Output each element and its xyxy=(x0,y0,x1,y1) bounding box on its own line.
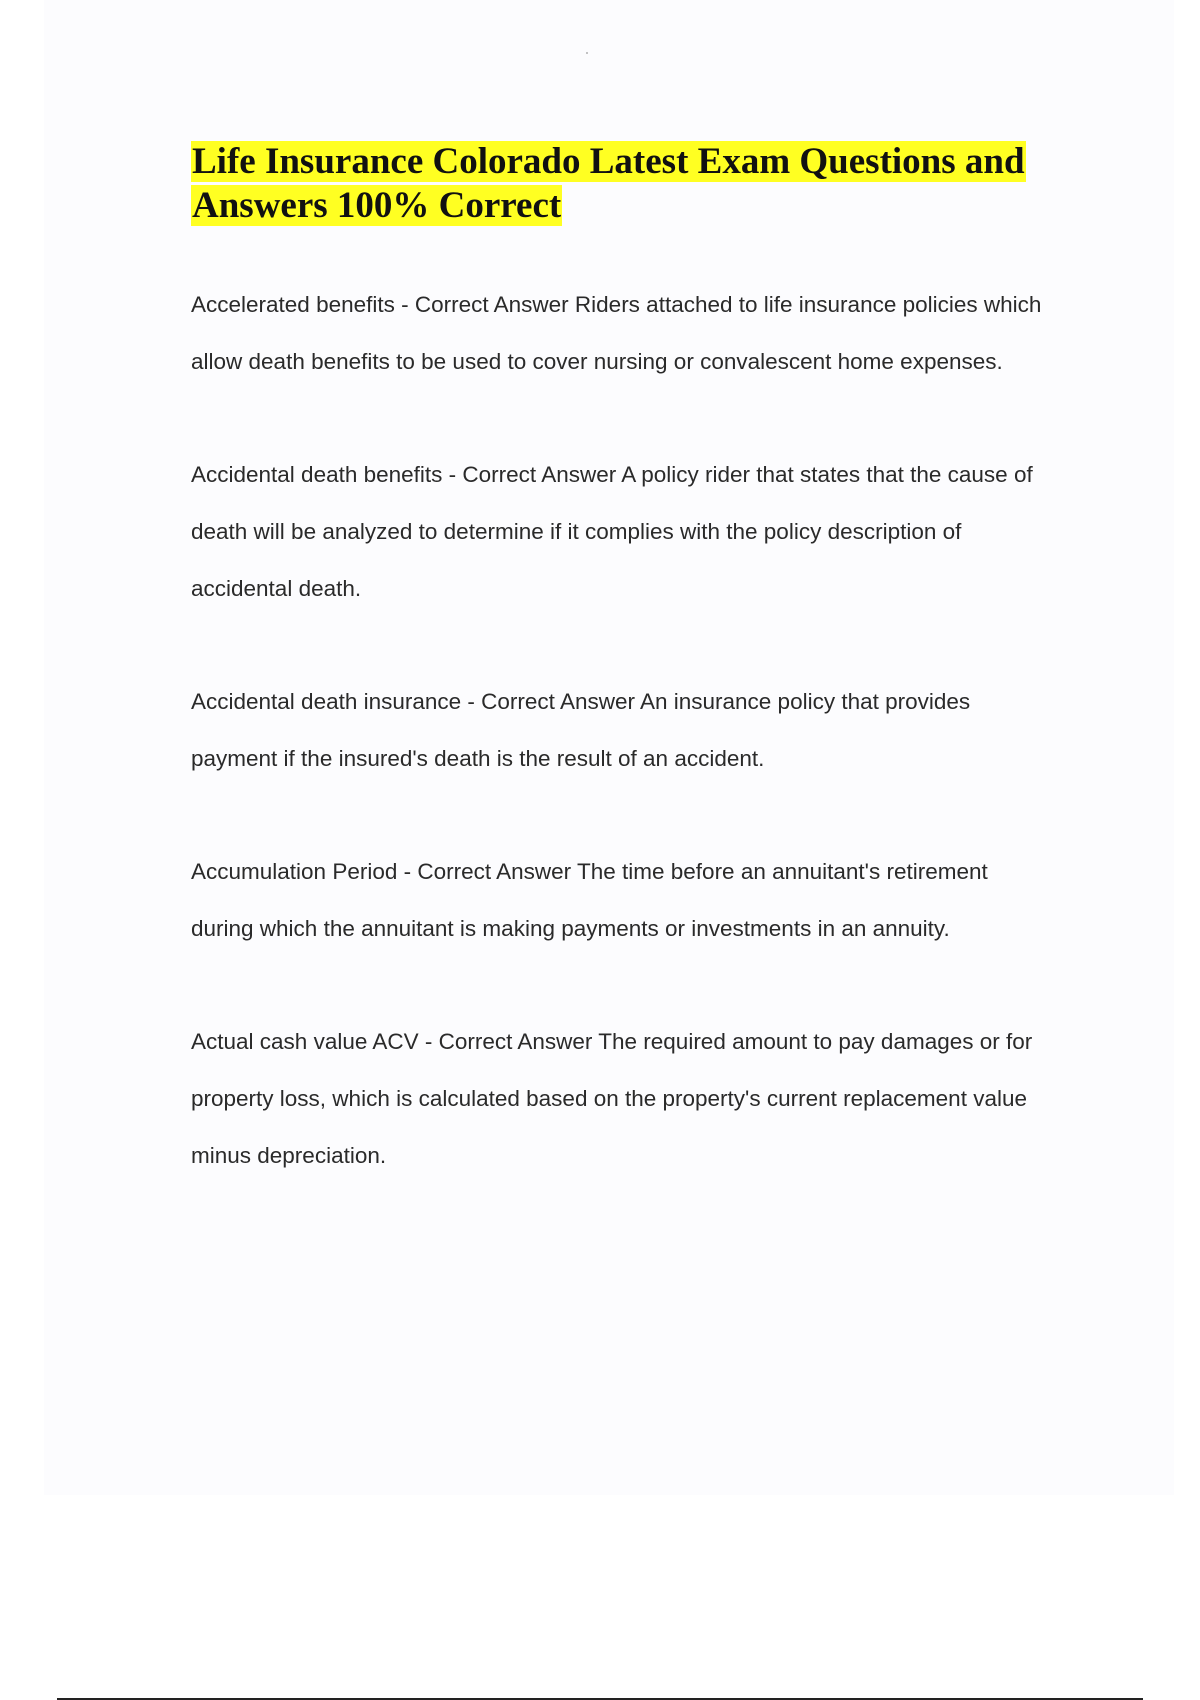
title-highlight: Life Insurance Colorado Latest Exam Questions and Answers 100% Correct xyxy=(192,141,1025,226)
header-mark xyxy=(586,52,588,54)
qa-entry-accidental-death-insurance: Accidental death insurance - Correct Answer An insurance policy that provides payment if the insured's death is the result of an accident. xyxy=(191,689,971,771)
qa-entry-actual-cash-value: Actual cash value ACV - Correct Answer The required amount to pay damages or for property loss, which is calculated based on the property's current replacement value minus depreciation. xyxy=(191,1029,1033,1168)
qa-entry-accelerated-benefits: Accelerated benefits - Correct Answer Riders attached to life insurance policies which allow death benefits to be used to cover nursing or convalescent home expenses. xyxy=(191,292,1042,374)
qa-entry-accidental-death-benefits: Accidental death benefits - Correct Answer A policy rider that states that the cause of death will be analyzed to determine if it complies with the policy description of accidental death. xyxy=(191,462,1033,601)
qa-entry-list xyxy=(191,276,1051,1240)
document-title xyxy=(191,140,1071,228)
qa-entry-accumulation-period: Accumulation Period - Correct Answer The time before an annuitant's retirement during which the annuitant is making payments or investments in an annuity. xyxy=(191,859,988,941)
